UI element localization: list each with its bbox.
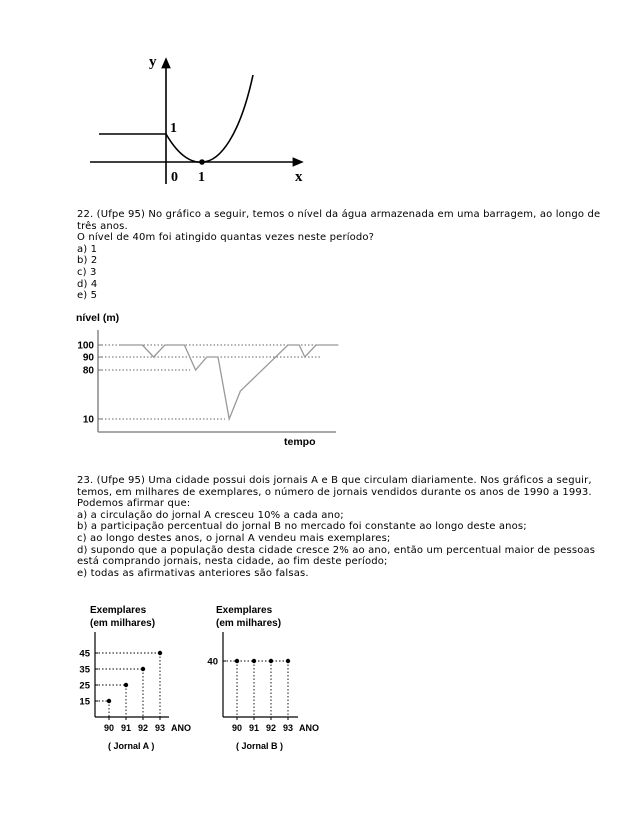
y-tick-label: 45 [79,648,90,660]
x-tick-label: 90 [103,723,115,733]
y-axis-label: nível (m) [76,312,120,324]
vertex-point [199,159,205,165]
y-tick-label: 15 [79,696,90,708]
jornal-b-chart [200,600,330,760]
y-axis-label-line1: Exemplares [90,605,147,616]
q23-option-a: a) a circulação do jornal A cresceu 10% a cada ano; [77,509,344,521]
y-tick-label: 10 [82,414,94,426]
y-tick-label: 25 [79,680,90,692]
water-level-chart [70,308,350,450]
y-axis-label-line1: Exemplares [216,605,273,616]
y-tick-label: 100 [77,340,94,352]
data-point [107,699,111,703]
x-tick-label: 91 [248,723,260,733]
parabola-graph [85,50,315,190]
data-point [286,659,290,663]
y-tick-label: 1 [170,121,177,136]
x-axis-label: tempo [284,436,316,448]
q22-option-d: d) 4 [77,278,98,290]
x-tick-label: 91 [120,723,132,733]
q23-line: temos, em milhares de exemplares, o número de jornais vendidos durante os anos de 1990 a 1993. [77,486,592,498]
water-level-line [120,345,338,419]
q23-option-d-cont: está comprando jornais, nesta cidade, ao fim deste período; [77,556,388,568]
y-tick-label: 40 [207,656,218,668]
q23-prompt: Podemos afirmar que: [77,498,191,510]
parabola-curve [166,75,253,162]
q23-option-c: c) ao longo destes anos, o jornal A vendeu mais exemplares; [77,532,391,544]
q23-option-e: e) todas as afirmativas anteriores são falsas. [77,567,309,579]
x-axis-label: ANO [171,723,191,733]
origin-label: 0 [171,170,178,185]
question-23 [77,475,595,579]
q22-option-b: b) 2 [77,255,98,267]
x-tick-label: 93 [282,723,294,733]
q22-line: três anos. [77,220,128,232]
chart-caption-b: ( Jornal B ) [236,741,284,751]
chart-caption-a: ( Jornal A ) [108,741,155,751]
q23-line: 23. (Ufpe 95) Uma cidade possui dois jornais A e B que circulam diariamente. Nos gráficos a seguir, [77,475,592,486]
x-axis-label: x [295,169,303,185]
x-tick-label: 1 [198,170,205,185]
x-tick-label: 93 [154,723,166,733]
x-tick-label: 90 [231,723,243,733]
y-tick-label: 90 [82,352,94,364]
y-axis-label-line2: (em milhares) [216,618,282,629]
q22-line: 22. (Ufpe 95) No gráfico a seguir, temos o nível da água armazenada em uma barragem, ao longo de [77,209,601,220]
x-tick-label: 92 [137,723,149,733]
data-point [141,667,145,671]
y-tick-label: 35 [79,664,90,676]
data-point [158,651,162,655]
x-tick-label: 92 [265,723,277,733]
q23-option-d: d) supondo que a população desta cidade cresce 2% ao ano, então um percentual maior de pessoas [77,544,596,556]
x-axis-label: ANO [299,723,319,733]
q22-option-a: a) 1 [77,243,98,255]
y-tick-label: 80 [82,365,94,377]
data-point [124,683,128,687]
y-axis-label-line2: (em milhares) [90,618,156,629]
jornal-a-chart [70,600,205,760]
q22-question: O nível de 40m foi atingido quantas vezes neste período? [77,232,375,244]
q22-option-e: e) 5 [77,290,98,302]
y-axis-label: y [149,54,157,70]
question-22 [77,209,600,302]
q22-option-c: c) 3 [77,266,97,278]
q23-option-b: b) a participação percentual do jornal B no mercado foi constante ao longo deste anos; [77,521,527,533]
